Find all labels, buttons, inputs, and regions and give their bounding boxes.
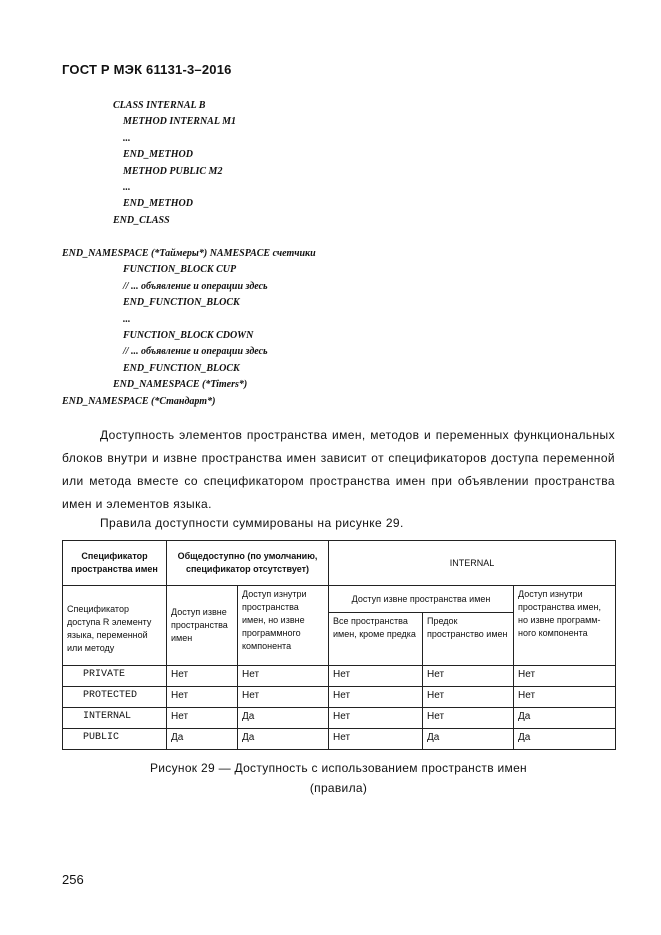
header-parent-namespace: Предок пространство имен (423, 613, 514, 666)
figure-caption-subtitle: (правила) (309, 781, 368, 795)
access-value-cell: Нет (329, 729, 423, 750)
code-line: FUNCTION_BLOCK CDOWN (123, 330, 254, 342)
page-number: 256 (62, 872, 84, 887)
code-line: METHOD PUBLIC M2 (123, 165, 223, 177)
access-value-cell: Нет (329, 708, 423, 729)
access-value-cell: Нет (329, 687, 423, 708)
code-line: END_NAMESPACE (*Timers*) (113, 379, 248, 391)
access-specifier-cell: PRIVATE (63, 666, 167, 687)
body-paragraph (62, 424, 615, 516)
header-internal-inside: Доступ изнутри пространства имен, но извне программ-ного компонента (514, 586, 616, 666)
access-value-cell: Да (514, 708, 616, 729)
access-rules-table (62, 540, 616, 750)
header-public-outside: Доступ извне пространства имен (167, 586, 238, 666)
code-line: ... (123, 182, 131, 194)
access-value-cell: Нет (514, 666, 616, 687)
body-paragraph-text: Доступность элементов пространства имен, методов и переменных функциональных блоков внутри и извне пространства имен зависит от спецификаторов доступа переменной или метода вместе со спецификатором пространства имен при объявлении пространства имен и элементов языка. (62, 428, 615, 511)
access-specifier-cell: INTERNAL (63, 708, 167, 729)
access-value-cell: Да (167, 729, 238, 750)
document-header: ГОСТ Р МЭК 61131-3–2016 (62, 62, 232, 77)
code-line: END_FUNCTION_BLOCK (123, 362, 240, 374)
access-value-cell: Нет (238, 666, 329, 687)
access-value-cell: Да (238, 729, 329, 750)
table-row (63, 687, 616, 708)
code-line: FUNCTION_BLOCK CUP (123, 264, 237, 276)
table-header-row-2 (63, 586, 616, 613)
code-line: ... (123, 132, 131, 144)
code-line: END_METHOD (123, 198, 194, 210)
header-public-inside: Доступ изнутри пространства имен, но извне программного компонента (238, 586, 329, 666)
access-value-cell: Да (238, 708, 329, 729)
access-value-cell: Нет (514, 687, 616, 708)
table-row (63, 708, 616, 729)
code-line: END_NAMESPACE (*Таймеры*) NAMESPACE счетчики (62, 248, 316, 259)
code-line: ... (123, 313, 131, 325)
header-internal-outside: Доступ извне пространства имен (329, 586, 514, 613)
figure-caption: Рисунок 29 — Доступность с использованием пространств имен (150, 761, 527, 775)
header-spec-access: Спецификатор доступа R элементу языка, переменной или методу (63, 586, 167, 666)
access-value-cell: Нет (423, 666, 514, 687)
code-line: CLASS INTERNAL B (113, 100, 206, 111)
access-value-cell: Нет (167, 687, 238, 708)
figure-reference-text: Правила доступности суммированы на рисунке 29. (100, 516, 404, 530)
code-line: // ... объявление и операции здесь (123, 280, 268, 292)
code-listing-class (113, 98, 236, 229)
access-value-cell: Нет (423, 687, 514, 708)
table-row (63, 666, 616, 687)
header-all-namespaces: Все пространства имен, кроме предка (329, 613, 423, 666)
access-value-cell: Нет (423, 708, 514, 729)
access-specifier-cell: PROTECTED (63, 687, 167, 708)
access-value-cell: Да (514, 729, 616, 750)
code-line: END_NAMESPACE (*Стандарт*) (62, 395, 216, 407)
code-listing-namespace (62, 246, 316, 410)
header-spec-namespace: Спецификатор пространства имен (63, 541, 167, 586)
table-body (63, 666, 616, 750)
header-internal: INTERNAL (329, 541, 616, 586)
code-line: METHOD INTERNAL M1 (123, 116, 236, 128)
access-specifier-cell: PUBLIC (63, 729, 167, 750)
code-line: END_METHOD (123, 149, 194, 161)
access-value-cell: Нет (238, 687, 329, 708)
code-line: END_FUNCTION_BLOCK (123, 297, 240, 309)
table-header-row-1 (63, 541, 616, 586)
table-row (63, 729, 616, 750)
access-value-cell: Нет (167, 666, 238, 687)
code-line: END_CLASS (113, 214, 170, 226)
code-line: // ... объявление и операции здесь (123, 346, 268, 358)
access-value-cell: Нет (167, 708, 238, 729)
header-public: Общедоступно (по умолчанию, спецификатор отсутствует) (167, 541, 329, 586)
access-value-cell: Да (423, 729, 514, 750)
access-value-cell: Нет (329, 666, 423, 687)
